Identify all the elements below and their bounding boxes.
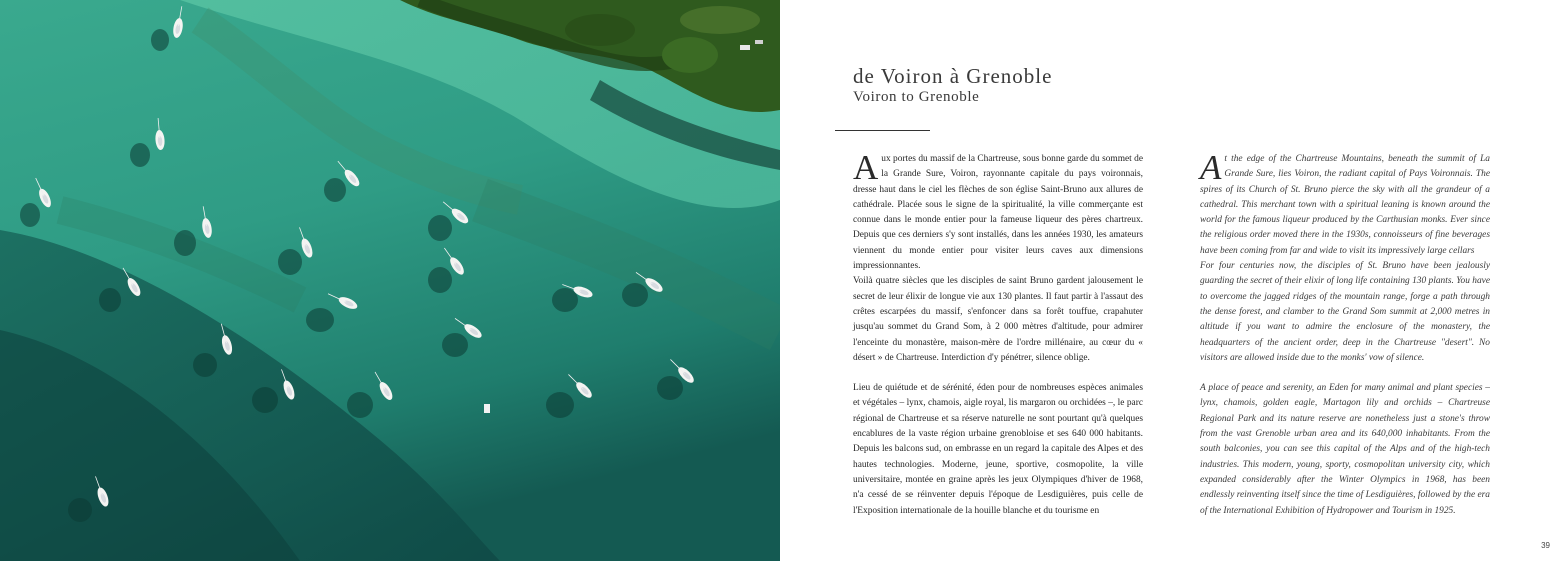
french-paragraph-1-text: ux portes du massif de la Chartreuse, sous bonne garde du sommet de la Grande Sure, Voiron, rayonnante capitale du pays voironnais, dresse haut dans le ciel les flèches de son église Saint-Bruno aux allures de cathédrale. Placée sous le signe de la spiritualité, la ville commerçante est connue dans le monde entier pour la fameuse liqueur des pères chartreux. Depuis que ces derniers s'y sont installés, dans les années 1930, les amateurs viennent du monde entier pour visiter leurs caves aux dimensions impressionnantes. bbox=[853, 154, 1143, 272]
page-number: 39 bbox=[1541, 541, 1550, 550]
dropcap: A bbox=[853, 148, 879, 187]
english-paragraph-1 bbox=[1200, 148, 1490, 259]
english-paragraph-2: For four centuries now, the disciples of St. Bruno have been jealously guarding the secret of their elixir of long life containing 130 plants. You have to overcome the jagged ridges of the mountain range, forge a path through the dense forest, and clamber to the Grand Som summit at 2,000 metres in altitude if you want to admire the enclosure of the monastery, the headquarters of the ancient order, deep in the Chartreuse "desert". No visitors are allowed inside due to the monks' vow of silence. bbox=[1200, 261, 1490, 363]
english-paragraph-3: A place of peace and serenity, an Eden for many animal and plant species – lynx, chamois, golden eagle, Martagon lily and orchids – Chartreuse Regional Park and its nature reserve are nonetheless just a stone's throw from the vast Grenoble urban area and its 640,000 inhabitants. From the south balconies, you can see this capital of the Alps and of the high-tech industries. This modern, young, sporty, cosmopolitan university city, which expanded considerably after the Winter Olympics in 1968, has been endlessly reinventing itself since the time of Lesdiguières, followed by the era of the International Exhibition of Hydropower and Tourism in 1925. bbox=[1200, 383, 1490, 516]
french-paragraph-3: Lieu de quiétude et de sérénité, éden pour de nombreuses espèces animales et végétales – lynx, chamois, aigle royal, lis margaron ou orchidées –, le parc régional de Chartreuse et sa réserve naturelle ne sont pourtant qu'à quelques encablures de la vaste région urbaine grenobloise et ses 640 000 habitants. Depuis les balcons sud, on embrasse en un regard la capitale des Alpes et des hautes technologies. Moderne, jeune, sportive, cosmopolite, la ville universitaire, montée en graine après les jeux Olympiques d'hiver de 1968, n'a cessé de se réinventer depuis l'époque de Lesdiguières, puis celle de l'Exposition internationale de la houille blanche et du tourisme en bbox=[853, 383, 1143, 516]
english-column bbox=[1200, 148, 1490, 519]
page-title-fr: de Voiron à Grenoble bbox=[853, 64, 1053, 88]
french-paragraph-2: Voilà quatre siècles que les disciples de saint Bruno gardent jalousement le secret de leur élixir de longue vie aux 130 plantes. Il faut partir à l'assaut des crêtes escarpées du massif, s'enfoncer dans sa forêt touffue, crapahuter jusqu'au sommet du Grand Som, à 2 000 mètres d'altitude, pour admirer l'enceinte du monastère, maison-mère de l'ordre millénaire, au cœur du « désert » de Chartreuse. Interdiction d'y pénétrer, silence oblige. bbox=[853, 276, 1143, 363]
title-divider bbox=[835, 130, 930, 131]
french-column bbox=[853, 148, 1143, 519]
page-subtitle-en: Voiron to Grenoble bbox=[853, 89, 980, 105]
dropcap: A bbox=[1200, 148, 1222, 187]
text-page bbox=[780, 0, 1558, 561]
english-paragraph-1-text: t the edge of the Chartreuse Mountains, beneath the summit of La Grande Sure, lies Voiron, the radiant capital of Pays Voironnais. The spires of its Church of St. Bruno pierce the sky with all the grandeur of a cathedral. This merchant town with a spiritual leaning is known around the world for the famous liqueur produced by the Carthusian monks. Ever since the religious order moved there in the 1930s, connoisseurs of fine beverages have been coming from far and wide to visit its impressively large cellars bbox=[1200, 154, 1490, 256]
french-paragraph-1 bbox=[853, 148, 1143, 274]
